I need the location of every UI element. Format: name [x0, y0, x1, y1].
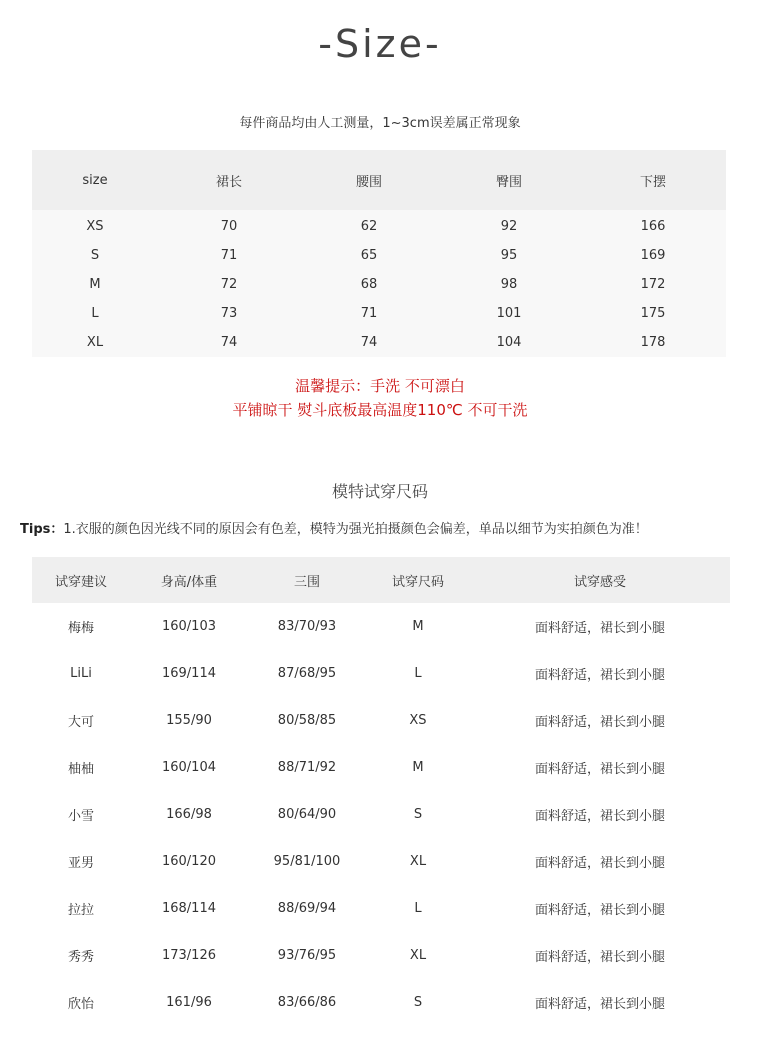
- model-row: [32, 932, 730, 979]
- fit-size-cell: S: [366, 979, 470, 1026]
- hip-cell: 104: [438, 328, 580, 357]
- size-table-header-row: [32, 150, 726, 210]
- hip-cell: 101: [438, 299, 580, 328]
- size-header-waist: 腰围: [300, 150, 438, 210]
- model-row: [32, 791, 730, 838]
- size-cell: XS: [32, 212, 158, 241]
- model-row: [32, 603, 730, 650]
- model-row: [32, 650, 730, 697]
- fit-size-cell: L: [366, 650, 470, 697]
- size-header-length: 裙长: [158, 150, 300, 210]
- fit-size-cell: L: [366, 885, 470, 932]
- fit-feeling-cell: 面料舒适，裙长到小腿: [470, 697, 730, 744]
- fit-feeling-cell: 面料舒适，裙长到小腿: [470, 932, 730, 979]
- size-row-xs: [32, 212, 726, 241]
- model-row: [32, 838, 730, 885]
- waist-cell: 62: [300, 212, 438, 241]
- measurements-cell: 88/69/94: [248, 885, 366, 932]
- fit-feeling-cell: 面料舒适，裙长到小腿: [470, 650, 730, 697]
- height-weight-cell: 161/96: [130, 979, 248, 1026]
- model-name-cell: 欣怡: [32, 979, 130, 1026]
- height-weight-cell: 160/103: [130, 603, 248, 650]
- hip-cell: 95: [438, 241, 580, 270]
- model-row: [32, 979, 730, 1026]
- fit-size-cell: S: [366, 791, 470, 838]
- size-row-s: [32, 241, 726, 270]
- fit-size-cell: M: [366, 744, 470, 791]
- model-section-heading: 模特试穿尺码: [331, 482, 428, 501]
- fit-feeling-cell: 面料舒适，裙长到小腿: [470, 603, 730, 650]
- model-row: [32, 885, 730, 932]
- model-name-cell: LiLi: [32, 650, 130, 697]
- size-cell: XL: [32, 328, 158, 357]
- page-title: -Size-: [318, 22, 442, 66]
- model-row: [32, 697, 730, 744]
- measurements-cell: 83/66/86: [248, 979, 366, 1026]
- length-cell: 72: [158, 270, 300, 299]
- model-header-size: 试穿尺码: [366, 557, 470, 603]
- size-row-xl: [32, 328, 726, 357]
- tips-line: [20, 518, 750, 537]
- model-name-cell: 柚柚: [32, 744, 130, 791]
- fit-size-cell: XL: [366, 838, 470, 885]
- length-cell: 70: [158, 212, 300, 241]
- height-weight-cell: 173/126: [130, 932, 248, 979]
- hem-cell: 172: [580, 270, 726, 299]
- waist-cell: 71: [300, 299, 438, 328]
- hem-cell: 178: [580, 328, 726, 357]
- measurements-cell: 88/71/92: [248, 744, 366, 791]
- fit-feeling-cell: 面料舒适，裙长到小腿: [470, 744, 730, 791]
- model-name-cell: 亚男: [32, 838, 130, 885]
- model-header-height-weight: 身高/体重: [130, 557, 248, 603]
- tips-label: Tips：: [20, 522, 64, 537]
- length-cell: 74: [158, 328, 300, 357]
- measurements-cell: 80/64/90: [248, 791, 366, 838]
- hem-cell: 175: [580, 299, 726, 328]
- height-weight-cell: 166/98: [130, 791, 248, 838]
- waist-cell: 65: [300, 241, 438, 270]
- height-weight-cell: 168/114: [130, 885, 248, 932]
- care-warning-line-1: 温馨提示：手洗 不可漂白: [295, 377, 465, 395]
- size-cell: M: [32, 270, 158, 299]
- fit-feeling-cell: 面料舒适，裙长到小腿: [470, 838, 730, 885]
- model-table-header-row: [32, 557, 730, 603]
- height-weight-cell: 169/114: [130, 650, 248, 697]
- hip-cell: 98: [438, 270, 580, 299]
- model-name-cell: 秀秀: [32, 932, 130, 979]
- fit-feeling-cell: 面料舒适，裙长到小腿: [470, 885, 730, 932]
- height-weight-cell: 160/120: [130, 838, 248, 885]
- measure-note: 每件商品均由人工测量，1~3cm误差属正常现象: [239, 116, 521, 131]
- model-name-cell: 大可: [32, 697, 130, 744]
- measurements-cell: 80/58/85: [248, 697, 366, 744]
- size-header-size: size: [32, 150, 158, 210]
- hip-cell: 92: [438, 212, 580, 241]
- hem-cell: 166: [580, 212, 726, 241]
- measurements-cell: 95/81/100: [248, 838, 366, 885]
- fit-size-cell: XS: [366, 697, 470, 744]
- model-name-cell: 拉拉: [32, 885, 130, 932]
- height-weight-cell: 155/90: [130, 697, 248, 744]
- height-weight-cell: 160/104: [130, 744, 248, 791]
- size-row-l: [32, 299, 726, 328]
- hem-cell: 169: [580, 241, 726, 270]
- waist-cell: 74: [300, 328, 438, 357]
- model-row: [32, 744, 730, 791]
- model-header-feeling: 试穿感受: [470, 557, 730, 603]
- model-fit-table: [32, 557, 730, 1026]
- size-table: [32, 150, 726, 357]
- measurements-cell: 83/70/93: [248, 603, 366, 650]
- model-header-name: 试穿建议: [32, 557, 130, 603]
- fit-size-cell: XL: [366, 932, 470, 979]
- size-cell: S: [32, 241, 158, 270]
- fit-size-cell: M: [366, 603, 470, 650]
- length-cell: 73: [158, 299, 300, 328]
- length-cell: 71: [158, 241, 300, 270]
- fit-feeling-cell: 面料舒适，裙长到小腿: [470, 979, 730, 1026]
- model-name-cell: 小雪: [32, 791, 130, 838]
- measurements-cell: 87/68/95: [248, 650, 366, 697]
- size-row-m: [32, 270, 726, 299]
- measurements-cell: 93/76/95: [248, 932, 366, 979]
- tips-text: 1.衣服的颜色因光线不同的原因会有色差，模特为强光拍摄颜色会偏差，单品以细节为实拍颜色为准！: [63, 522, 648, 537]
- fit-feeling-cell: 面料舒适，裙长到小腿: [470, 791, 730, 838]
- care-warning-line-2: 平铺晾干 熨斗底板最高温度110℃ 不可干洗: [232, 401, 528, 419]
- size-header-hip: 臀围: [438, 150, 580, 210]
- waist-cell: 68: [300, 270, 438, 299]
- size-header-hem: 下摆: [580, 150, 726, 210]
- model-name-cell: 梅梅: [32, 603, 130, 650]
- model-header-measurements: 三围: [248, 557, 366, 603]
- size-cell: L: [32, 299, 158, 328]
